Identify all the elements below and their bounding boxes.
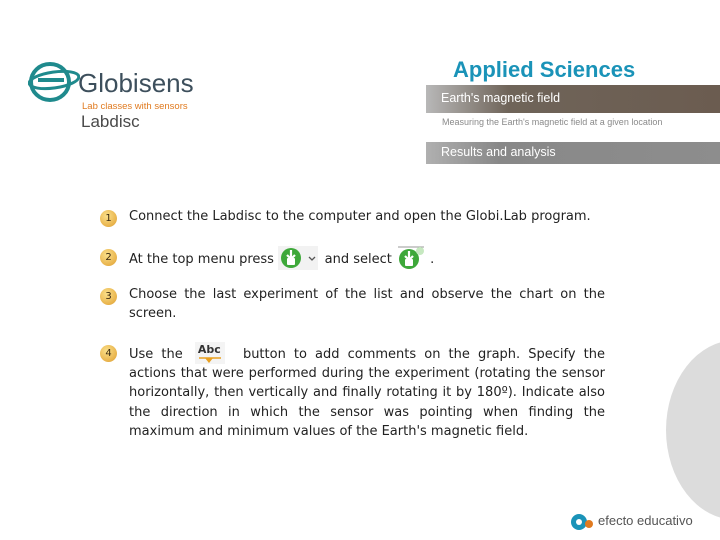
download-menu-icon[interactable] xyxy=(278,246,308,270)
subheading: Results and analysis xyxy=(441,145,556,159)
page-subtitle: Measuring the Earth's magnetic field at a given location xyxy=(442,117,663,127)
add-comment-label: Abc xyxy=(197,343,221,356)
title-bar xyxy=(426,85,720,113)
add-comment-button[interactable] xyxy=(195,342,229,364)
globe-icon xyxy=(28,60,80,104)
efecto-logo-icon xyxy=(570,511,594,531)
step-number: 4 xyxy=(100,345,117,362)
footer-logo xyxy=(570,511,710,533)
step-text: At the top menu press and select . xyxy=(129,246,605,270)
globisens-logo xyxy=(26,58,201,138)
step-text: Choose the last experiment of the list and observe the chart on the screen. xyxy=(129,287,605,322)
decorative-circle xyxy=(666,340,720,520)
step-number: 3 xyxy=(100,288,117,305)
page-title: Earth's magnetic field xyxy=(441,91,561,105)
open-experiment-icon[interactable] xyxy=(396,246,426,270)
footer-brand: efecto educativo xyxy=(598,513,693,528)
step-number: 2 xyxy=(100,249,117,266)
subheading-bar xyxy=(426,142,720,164)
brand-name: Globisens xyxy=(78,68,194,98)
brand-tagline: Lab classes with sensors xyxy=(82,101,188,112)
section-title: Applied Sciences xyxy=(453,57,636,82)
step-text: Use the Abc button to add comments on the graph. Specify the actions that were performed during the experiment (rotating the sensor horizontally, then vertically and finally rotating it by 180º). Indicate also the direction in which the sensor was pointing when finding the maximum and minimum values of the Earth's magnetic field. xyxy=(129,342,605,441)
product-name: Labdisc xyxy=(81,112,140,131)
step-number: 1 xyxy=(100,210,117,227)
step-text: Connect the Labdisc to the computer and open the Globi.Lab program. xyxy=(129,209,591,224)
